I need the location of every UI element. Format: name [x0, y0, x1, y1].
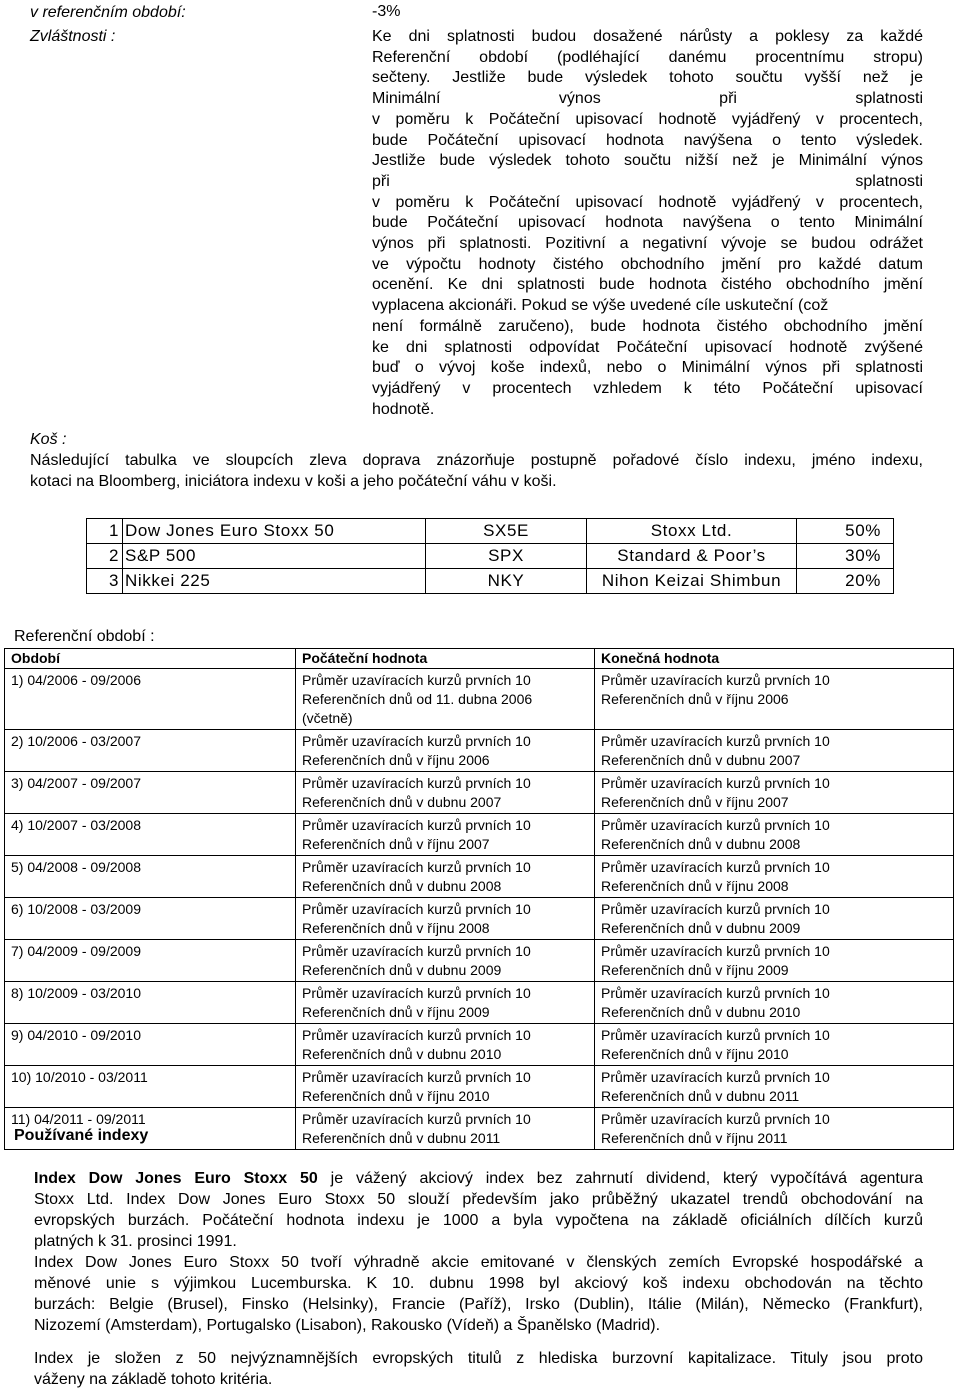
cell-line: Referenčních dnů v říjnu 2006	[302, 752, 490, 768]
special-line: v poměru k Počáteční upisovací hodnotě vyjádřený v procentech,	[372, 193, 923, 211]
used-indexes-text	[34, 1168, 923, 1390]
cell-line: Průměr uzavíracích kurzů prvních 10	[302, 859, 531, 875]
cell-line: Průměr uzavíracích kurzů prvních 10	[302, 733, 531, 749]
cell-line: Průměr uzavíracích kurzů prvních 10	[302, 775, 531, 791]
cell-line: Průměr uzavíracích kurzů prvních 10	[601, 775, 830, 791]
cell-line: Referenčních dnů v říjnu 2010	[302, 1088, 490, 1104]
cell-line: Referenčních dnů v říjnu 2010	[601, 1046, 789, 1062]
paragraph-line	[34, 1168, 923, 1189]
cell-line: Průměr uzavíracích kurzů prvních 10	[601, 1027, 830, 1043]
cell-line: Průměr uzavíracích kurzů prvních 10	[601, 859, 830, 875]
table-row	[5, 1066, 954, 1108]
cell-line: Průměr uzavíracích kurzů prvních 10	[302, 943, 531, 959]
table-row	[87, 544, 894, 569]
period-cell: 5) 04/2008 - 09/2008	[5, 856, 296, 898]
period-cell: 11) 04/2011 - 09/2011	[5, 1108, 296, 1150]
special-line: výnos při splatnosti. Pozitivní a negativní vývoje se budou odrážet	[372, 235, 923, 253]
table-header-row	[5, 649, 954, 669]
table-row	[5, 856, 954, 898]
index-number: 3	[87, 569, 123, 594]
special-line: vyjádřený v procentech vzhledem k této Počáteční upisovací	[372, 379, 923, 397]
period-cell: 3) 04/2007 - 09/2007	[5, 772, 296, 814]
table-row	[5, 772, 954, 814]
start-value-cell	[296, 730, 595, 772]
special-features-label: Zvláštnosti :	[30, 28, 116, 45]
cell-line: Průměr uzavíracích kurzů prvních 10	[302, 1069, 531, 1085]
cell-line: Referenčních dnů v dubnu 2007	[601, 752, 801, 768]
end-value-cell	[595, 1066, 954, 1108]
cell-line: Průměr uzavíracích kurzů prvních 10	[601, 1111, 830, 1127]
special-line: sečteny. Jestliže bude výsledek tohoto součtu vyšší než je	[372, 69, 923, 87]
paragraph-line: Nizozemí (Amsterdam), Portugalsko (Lisabon), Rakousko (Vídeň) a Španělsko (Madrid).	[34, 1317, 661, 1334]
cell-line: Referenčních dnů v říjnu 2007	[302, 836, 490, 852]
column-header-start: Počáteční hodnota	[296, 649, 595, 669]
start-value-cell	[296, 856, 595, 898]
cell-line: Průměr uzavíracích kurzů prvních 10	[601, 672, 830, 688]
special-line: vyplacena akcionáři. Pokud se výše uvedené cíle uskuteční (což	[372, 297, 829, 315]
start-value-cell	[296, 940, 595, 982]
paragraph-line: evropských burzách. Počáteční hodnota indexu je 1000 a byla vypočtena na základě oficiálních dílčích kurzů	[34, 1212, 923, 1229]
table-row	[5, 898, 954, 940]
table-row	[5, 1024, 954, 1066]
cell-line: Průměr uzavíracích kurzů prvních 10	[302, 817, 531, 833]
cell-line: Průměr uzavíracích kurzů prvních 10	[601, 1069, 830, 1085]
cell-line: Referenčních dnů v dubnu 2008	[601, 836, 801, 852]
index-sponsor: Stoxx Ltd.	[587, 519, 797, 544]
reference-period-label: Referenční období :	[14, 628, 155, 645]
index-ticker: NKY	[426, 569, 587, 594]
special-line: při splatnosti	[372, 172, 923, 190]
start-value-cell	[296, 1066, 595, 1108]
end-value-cell	[595, 1024, 954, 1066]
cell-line: (včetně)	[302, 710, 353, 726]
cell-line: Referenčních dnů v dubnu 2007	[302, 794, 502, 810]
paragraph-gap	[34, 1336, 923, 1348]
period-cell: 6) 10/2008 - 03/2009	[5, 898, 296, 940]
basket-intro-line: kotaci na Bloomberg, iniciátora indexu v koši a jeho počáteční váhu v koši.	[30, 472, 557, 490]
period-cell: 10) 10/2010 - 03/2011	[5, 1066, 296, 1108]
cell-line: Průměr uzavíracích kurzů prvních 10	[302, 1111, 531, 1127]
table-row	[87, 519, 894, 544]
special-line: Ke dni splatnosti budou dosažené nárůsty a poklesy za každé	[372, 28, 923, 45]
special-line: buď o vývoj koše indexů, nebo o Minimální výnos při splatnosti	[372, 359, 923, 377]
paragraph-line: Index Dow Jones Euro Stoxx 50 tvoří výhradně akcie emitované v členských zemích Evropské hospodářské a	[34, 1254, 923, 1271]
start-value-cell	[296, 669, 595, 730]
table-row	[5, 982, 954, 1024]
cell-line: Referenčních dnů v dubnu 2010	[302, 1046, 502, 1062]
cell-line: Referenčních dnů v říjnu 2008	[302, 920, 490, 936]
cell-line: Průměr uzavíracích kurzů prvních 10	[302, 672, 531, 688]
period-cell: 7) 04/2009 - 09/2009	[5, 940, 296, 982]
cell-line: Referenčních dnů v dubnu 2010	[601, 1004, 801, 1020]
cell-line: Referenčních dnů v říjnu 2006	[601, 691, 789, 707]
start-value-cell	[296, 982, 595, 1024]
cell-line: Průměr uzavíracích kurzů prvních 10	[601, 817, 830, 833]
index-sponsor: Standard & Poor’s	[587, 544, 797, 569]
cell-line: Referenčních dnů v dubnu 2011	[302, 1130, 501, 1146]
special-line-spread	[372, 89, 923, 110]
cell-line: Referenčních dnů v říjnu 2009	[302, 1004, 490, 1020]
end-value-cell	[595, 940, 954, 982]
basket-intro	[30, 451, 923, 492]
index-number: 1	[87, 519, 123, 544]
paragraph-line: měnové unie s výjimkou Lucemburska. K 10. dubnu 1998 byl akciový koš indexu obchodován na těchto	[34, 1275, 923, 1292]
index-weight: 50%	[797, 519, 894, 544]
cell-line: Referenčních dnů v říjnu 2007	[601, 794, 789, 810]
end-value-cell	[595, 730, 954, 772]
index-weight: 30%	[797, 544, 894, 569]
start-value-cell	[296, 898, 595, 940]
paragraph-line-rest: je vážený akciový index bez zahrnutí dividend, který vypočítává agentura	[317, 1170, 924, 1187]
end-value-cell	[595, 1108, 954, 1150]
period-cell: 2) 10/2006 - 03/2007	[5, 730, 296, 772]
cell-line: Referenčních dnů v dubnu 2009	[601, 920, 801, 936]
start-value-cell	[296, 1108, 595, 1150]
special-line: ke dni splatnosti odpovídat Počáteční upisovací hodnotě zvýšené	[372, 338, 923, 356]
cell-line: Referenčních dnů v říjnu 2011	[601, 1130, 788, 1146]
basket-label: Koš :	[30, 431, 67, 448]
special-line: bude Počáteční upisovací hodnota navýšena o tento Minimální	[372, 214, 923, 232]
index-name: Dow Jones Euro Stoxx 50	[123, 519, 426, 544]
word: Minimální	[372, 90, 441, 108]
special-features-text	[372, 27, 923, 420]
index-name: Nikkei 225	[123, 569, 426, 594]
cell-line: Referenčních dnů od 11. dubna 2006	[302, 691, 533, 707]
index-sponsor: Nihon Keizai Shimbun	[587, 569, 797, 594]
end-value-cell	[595, 898, 954, 940]
cell-line: Průměr uzavíracích kurzů prvních 10	[601, 985, 830, 1001]
table-row	[87, 569, 894, 594]
cell-line: Průměr uzavíracích kurzů prvních 10	[601, 901, 830, 917]
end-value-cell	[595, 772, 954, 814]
period-cell: 8) 10/2009 - 03/2010	[5, 982, 296, 1024]
table-row	[5, 940, 954, 982]
special-line: hodnotě.	[372, 400, 435, 418]
special-line: Referenční období (podléhající danému procentnímu stropu)	[372, 48, 923, 66]
special-line: není formálně zaručeno), bude hodnota čistého obchodního jmění	[372, 317, 923, 335]
cell-line: Průměr uzavíracích kurzů prvních 10	[601, 943, 830, 959]
cell-line: Průměr uzavíracích kurzů prvních 10	[302, 985, 531, 1001]
column-header-period: Období	[5, 649, 296, 669]
cell-line: Referenčních dnů v dubnu 2008	[302, 878, 502, 894]
period-performance-value: -3%	[372, 3, 401, 20]
start-value-cell	[296, 1024, 595, 1066]
index-weight: 20%	[797, 569, 894, 594]
period-cell: 1) 04/2006 - 09/2006	[5, 669, 296, 730]
cell-line: Referenčních dnů v říjnu 2008	[601, 878, 789, 894]
special-line: ocenění. Ke dni splatnosti bude hodnota čistého obchodního jmění	[372, 276, 923, 294]
cell-line: Průměr uzavíracích kurzů prvních 10	[302, 1027, 531, 1043]
table-row	[5, 814, 954, 856]
paragraph-line: platných k 31. prosinci 1991.	[34, 1233, 237, 1250]
cell-line: Referenčních dnů v dubnu 2009	[302, 962, 502, 978]
table-row	[5, 730, 954, 772]
basket-intro-line: Následující tabulka ve sloupcích zleva doprava znázorňuje postupně pořadové číslo indexu, jméno indexu,	[30, 452, 923, 469]
reference-period-rows	[5, 669, 954, 1150]
index-ticker: SPX	[426, 544, 587, 569]
end-value-cell	[595, 856, 954, 898]
special-line	[372, 89, 923, 110]
index-ticker: SX5E	[426, 519, 587, 544]
paragraph-line: Stoxx Ltd. Index Dow Jones Euro Stoxx 50 slouží především jako průběžný ukazatel trendů obchodování na	[34, 1191, 923, 1208]
cell-line: Průměr uzavíracích kurzů prvních 10	[302, 901, 531, 917]
index-basket-table	[86, 518, 894, 594]
table-row	[5, 669, 954, 730]
end-value-cell	[595, 814, 954, 856]
cell-line: Referenčních dnů v říjnu 2009	[601, 962, 789, 978]
end-value-cell	[595, 669, 954, 730]
special-line: bude Počáteční upisovací hodnota navýšena o tento výsledek.	[372, 131, 923, 149]
special-line: Jestliže bude výsledek tohoto součtu nižší než je Minimální výnos	[372, 152, 923, 170]
period-cell: 9) 04/2010 - 09/2010	[5, 1024, 296, 1066]
reference-period-table	[4, 648, 954, 1150]
special-line: ve výpočtu hodnoty čistého obchodního jmění pro každé datum	[372, 255, 923, 273]
period-performance-label: v referenčním období:	[30, 4, 186, 21]
paragraph-line: Index je složen z 50 nejvýznamnějších evropských titulů z hlediska burzovní kapitalizace. Tituly jsou proto	[34, 1350, 923, 1367]
start-value-cell	[296, 772, 595, 814]
start-value-cell	[296, 814, 595, 856]
word: výnos	[558, 90, 601, 108]
index-name: S&P 500	[123, 544, 426, 569]
column-header-end: Konečná hodnota	[595, 649, 954, 669]
used-indexes-heading: Používané indexy	[14, 1127, 149, 1144]
index-number: 2	[87, 544, 123, 569]
word: splatnosti	[855, 90, 923, 108]
word: při	[719, 90, 737, 108]
paragraph-line: burzách: Belgie (Brusel), Finsko (Helsinky), Francie (Paříž), Irsko (Dublin), Itálie (Milán), Německo (Frankfurt),	[34, 1296, 923, 1313]
paragraph-line: váženy na základě tohoto kritéria.	[34, 1371, 273, 1388]
end-value-cell	[595, 982, 954, 1024]
period-cell: 4) 10/2007 - 03/2008	[5, 814, 296, 856]
index-name-bold: Index Dow Jones Euro Stoxx 50	[34, 1170, 318, 1187]
cell-line: Průměr uzavíracích kurzů prvních 10	[601, 733, 830, 749]
cell-line: Referenčních dnů v dubnu 2011	[601, 1088, 800, 1104]
special-line: v poměru k Počáteční upisovací hodnotě vyjádřený v procentech,	[372, 110, 923, 128]
